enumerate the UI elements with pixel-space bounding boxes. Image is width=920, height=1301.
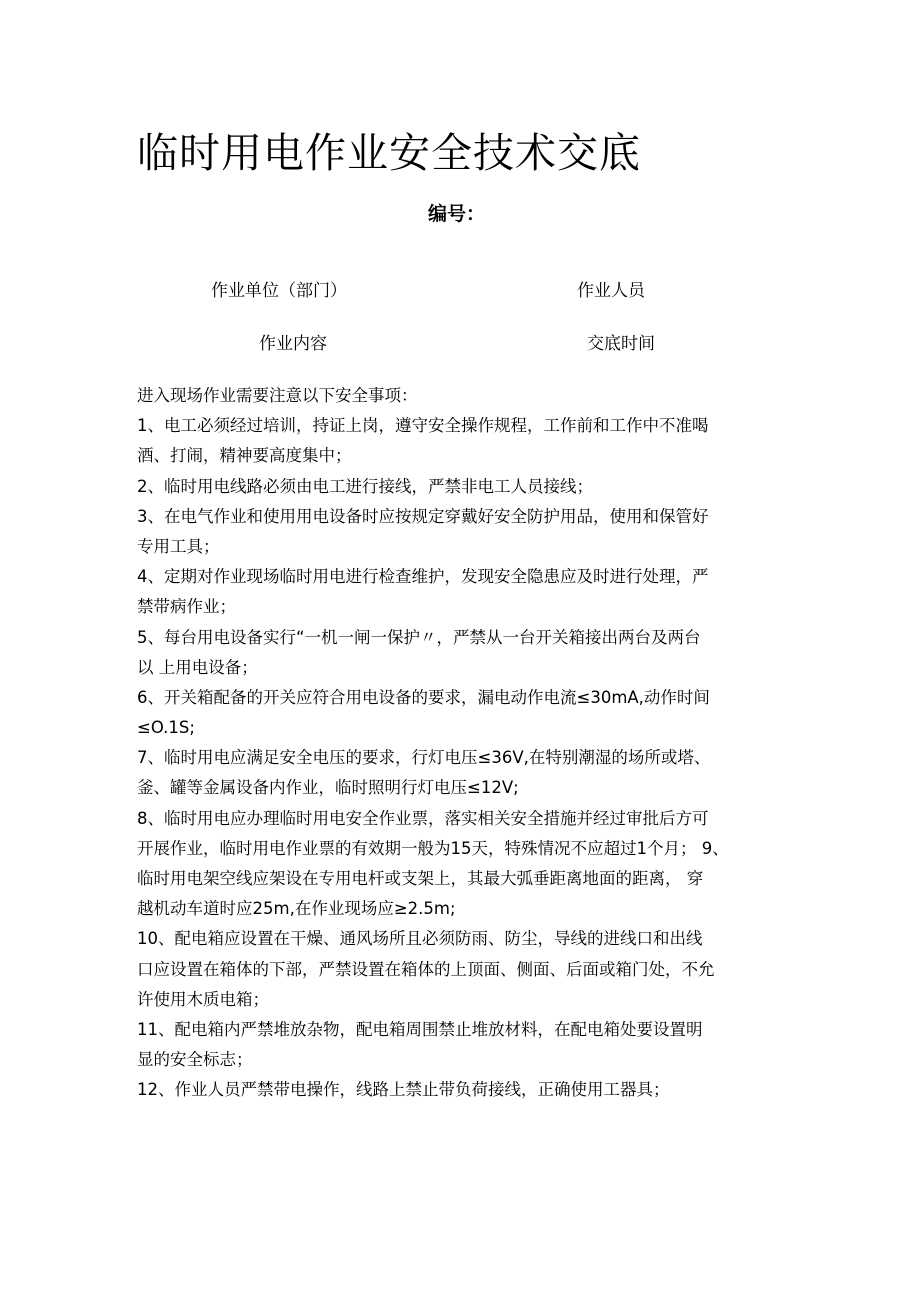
- safety-items-body: [137, 381, 797, 1106]
- body-line: 开展作业，临时用电作业票的有效期一般为15天，特殊情况不应超过1个月； 9、: [137, 838, 729, 858]
- body-line: 11、配电箱内严禁堆放杂物，配电箱周围禁止堆放材料，在配电箱处要设置明: [137, 1019, 703, 1039]
- body-line: 酒、打闹，精神要高度集中；: [137, 446, 352, 466]
- body-line: 进入现场作业需要注意以下安全事项：: [137, 386, 418, 405]
- body-line: 越机动车道时应25m,在作业现场应≥2.5m;: [137, 899, 456, 919]
- body-line: 5、每台用电设备实行“一机一闸一保护〃，严禁从一台开关箱接出两台及两台: [137, 627, 701, 647]
- body-line: 临时用电架空线应架设在专用电杆或支架上，其最大弧垂距离地面的距离， 穿: [137, 869, 704, 888]
- field-briefing-time: 交底时间: [587, 334, 655, 354]
- body-line: 显的安全标志；: [137, 1050, 253, 1070]
- field-work-personnel: 作业人员: [577, 281, 645, 301]
- body-line: 专用工具；: [137, 536, 220, 556]
- body-line: 3、在电气作业和使用用电设备时应按规定穿戴好安全防护用品，使用和保管好: [137, 506, 709, 526]
- body-line: 8、临时用电应办理临时用电安全作业票，落实相关安全措施并经过审批后方可: [137, 808, 709, 828]
- body-line: 2、临时用电线路必须由电工进行接线，严禁非电工人员接线；: [137, 476, 593, 496]
- body-line: 6、开关箱配备的开关应符合用电设备的要求，漏电动作电流≤30mA,动作时间: [137, 687, 710, 707]
- document-title: 临时用电作业安全技术交底: [137, 129, 641, 177]
- body-line: 12、作业人员严禁带电操作，线路上禁止带负荷接线，正确使用工器具；: [137, 1080, 670, 1100]
- field-work-unit: 作业单位（部门）: [211, 281, 347, 301]
- body-line: 许使用木质电箱；: [137, 989, 269, 1009]
- field-work-content: 作业内容: [259, 334, 327, 354]
- body-line: 1、电工必须经过培训，持证上岗，遵守安全操作规程，工作前和工作中不准喝: [137, 416, 709, 436]
- body-line: 7、临时用电应满足安全电压的要求，行灯电压≤36V,在特别潮湿的场所或塔、: [137, 748, 711, 768]
- body-line: 10、配电箱应设置在干燥、通风场所且必须防雨、防尘，导线的进线口和出线: [137, 929, 703, 949]
- serial-number-label: 编号：: [428, 203, 486, 225]
- body-line: 4、定期对作业现场临时用电进行检查维护，发现安全隐患应及时进行处理，严: [137, 567, 709, 587]
- body-line: ≤O.1S;: [137, 718, 195, 738]
- body-line: 釜、罐等金属设备内作业，临时照明行灯电压≤12V;: [137, 778, 519, 798]
- body-line: 禁带病作业；: [137, 597, 236, 617]
- body-line: 口应设置在箱体的下部，严禁设置在箱体的上顶面、侧面、后面或箱门处，不允: [137, 959, 715, 979]
- body-line: 以 上用电设备；: [137, 657, 258, 677]
